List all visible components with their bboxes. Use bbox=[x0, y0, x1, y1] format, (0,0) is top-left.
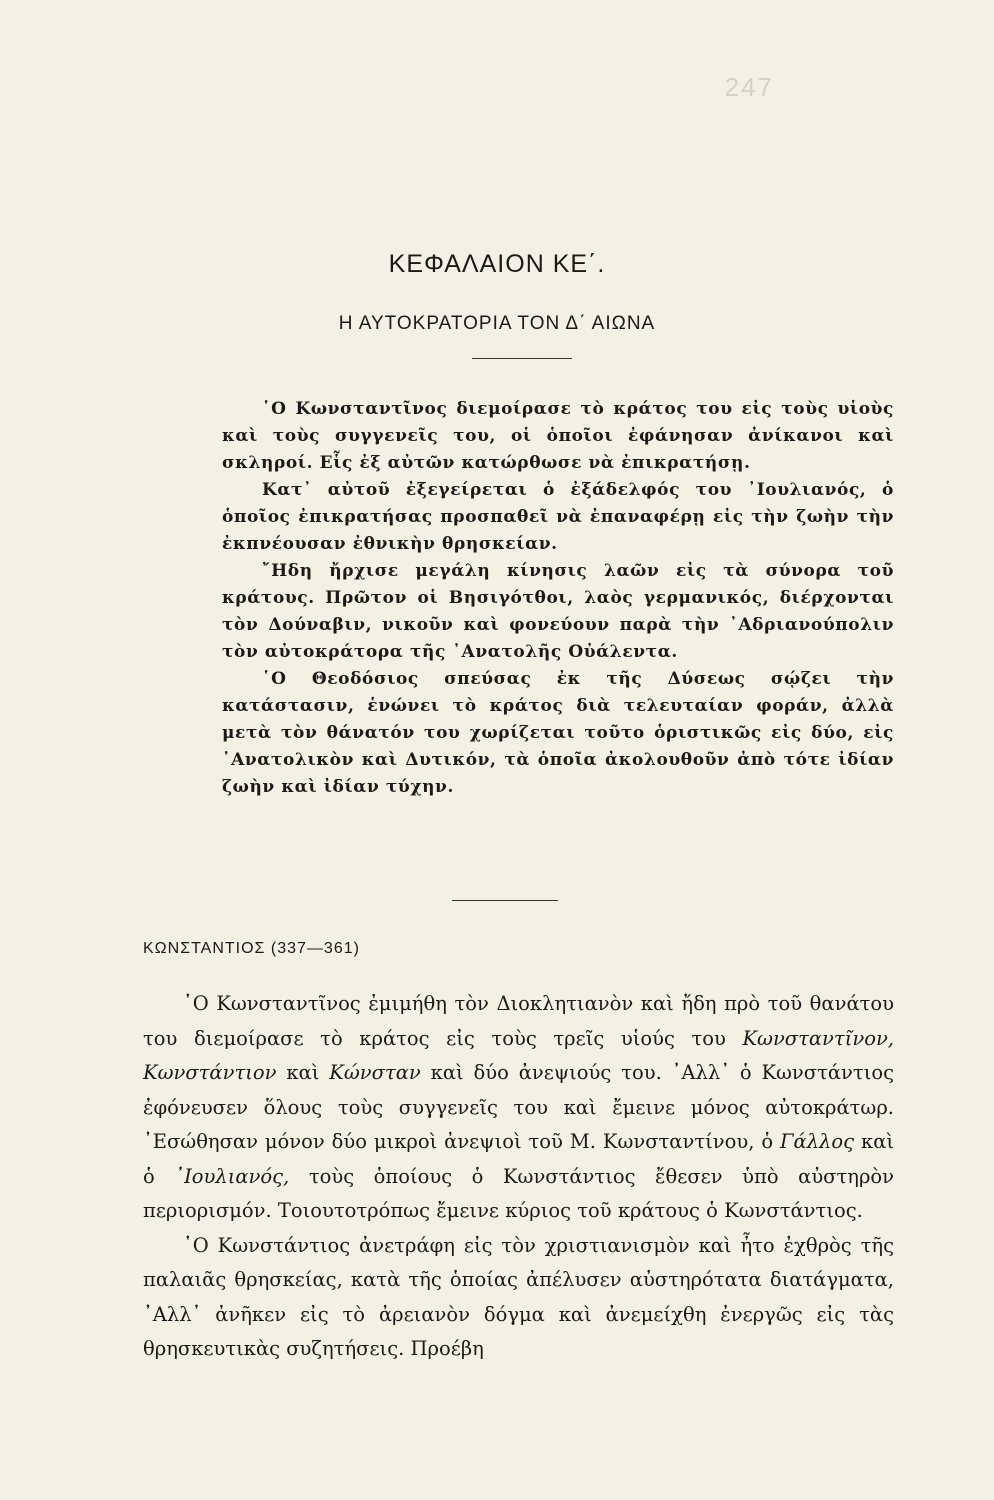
divider-middle bbox=[452, 900, 558, 901]
body-paragraph: ῾Ο Κωνστάντιος ἀνετράφη εἰς τὸν χριστιανισμὸν καὶ ἦτο ἐχθρὸς τῆς παλαιᾶς θρησκείας, κατὰ τῆς ὁποίας ἀπέλυσεν αὐστηρότατα διατάγματα, ᾽Αλλ᾽ ἀνῆκεν εἰς τὸ ἀρειανὸν δόγμα καὶ ἀνεμείχθη ἐνεργῶς εἰς τὰς θρησκευτικὰς συζητήσεις. Προέβη bbox=[143, 1233, 894, 1360]
person-name: Γάλλος bbox=[780, 1130, 855, 1153]
body-text-run: τοὺς ὁποίους ὁ Κωνστάντιος ἔθεσεν ὑπὸ αὐστηρὸν περιορισμόν. Τοιουτοτρόπως ἔμεινε κύριος τοῦ κράτους ὁ Κωνστάντιος. bbox=[143, 1164, 895, 1222]
summary-paragraph: Κατ᾽ αὐτοῦ ἐξεγείρεται ὁ ἐξάδελφός του ᾽Ιουλιανός, ὁ ὁποῖος ἐπικρατήσας προσπαθεῖ νὰ ἐπαναφέρῃ εἰς τὴν ζωὴν τὴν ἐκπνέουσαν ἐθνικὴν θρησκείαν. bbox=[222, 480, 894, 554]
page-number: 247 bbox=[724, 72, 774, 102]
chapter-summary bbox=[222, 396, 894, 801]
chapter-subtitle: Η ΑΥΤΟΚΡΑΤΟΡΙΑ ΤΟΝ Δ΄ ΑΙΩΝΑ bbox=[338, 313, 656, 334]
person-name: ᾽Ιουλιανός, bbox=[174, 1164, 290, 1188]
person-name: Κώνσταν bbox=[329, 1061, 421, 1084]
summary-paragraph: ῾Ο Κωνσταντῖνος διεμοίρασε τὸ κράτος του εἰς τοὺς υἱοὺς καὶ τοὺς συγγενεῖς του, οἱ ὁποῖοι ἐφάνησαν ἀνίκανοι καὶ σκληροί. Εἷς ἐξ αὐτῶν κατώρθωσε νὰ ἐπικρατήσῃ. bbox=[222, 399, 894, 473]
summary-paragraph: ῎Ηδη ἤρχισε μεγάλη κίνησις λαῶν εἰς τὰ σύνορα τοῦ κράτους. Πρῶτον οἱ Βησιγότθοι, λαὸς γερμανικός, διέρχονται τὸν Δούναβιν, νικοῦν καὶ φονεύουν παρὰ τὴν ᾽Αδριανούπολιν τὸν αὐτοκράτορα τῆς ᾽Ανατολῆς Οὐάλεντα. bbox=[222, 561, 894, 662]
divider-top bbox=[472, 358, 572, 359]
body-text-run: ῾Ο Κωνσταντῖνος ἐμιμήθη τὸν Διοκλητιανὸν καὶ ἤδη πρὸ τοῦ θανάτου του διεμοίρασε τὸ κράτος εἰς τοὺς τρεῖς υἱούς του bbox=[143, 992, 894, 1050]
body-text-run: καὶ δύο ἀνεψιούς του. ᾽Αλλ᾽ ὁ Κωνστάντιος ἐφόνευσεν ὅλους τοὺς συγγενεῖς του καὶ ἔμεινε μόνος αὐτοκράτωρ. ᾽Εσώθησαν μόνον δύο μικροὶ ἀνεψιοὶ τοῦ Μ. Κωνσταντίνου, ὁ bbox=[143, 1061, 895, 1153]
body-paragraph bbox=[143, 987, 894, 1229]
summary-paragraph: ῾Ο Θεοδόσιος σπεύσας ἐκ τῆς Δύσεως σῴζει τὴν κατάστασιν, ἑνώνει τὸ κράτος διὰ τελευταίαν φοράν, ἀλλὰ μετὰ τὸν θάνατόν του χωρίζεται τοῦτο ὁριστικῶς εἰς δύο, εἰς ᾽Ανατολικὸν καὶ Δυτικόν, τὰ ὁποῖα ἀκολουθοῦν ἀπὸ τότε ἰδίαν ζωὴν καὶ ἰδίαν τύχην. bbox=[222, 669, 894, 797]
chapter-title: ΚΕΦΑΛΑΙΟΝ ΚΕ΄. bbox=[388, 250, 606, 278]
body-text-run: καὶ ὁ bbox=[143, 1130, 895, 1188]
body-text bbox=[143, 987, 894, 1367]
person-name: Κωνστάντιον bbox=[143, 1061, 277, 1084]
section-heading: ΚΩΝΣΤΑΝΤΙΟΣ (337—361) bbox=[143, 940, 360, 957]
person-name: Κωνσταντῖνον, bbox=[742, 1026, 894, 1050]
body-text-run: καὶ bbox=[286, 1061, 320, 1084]
